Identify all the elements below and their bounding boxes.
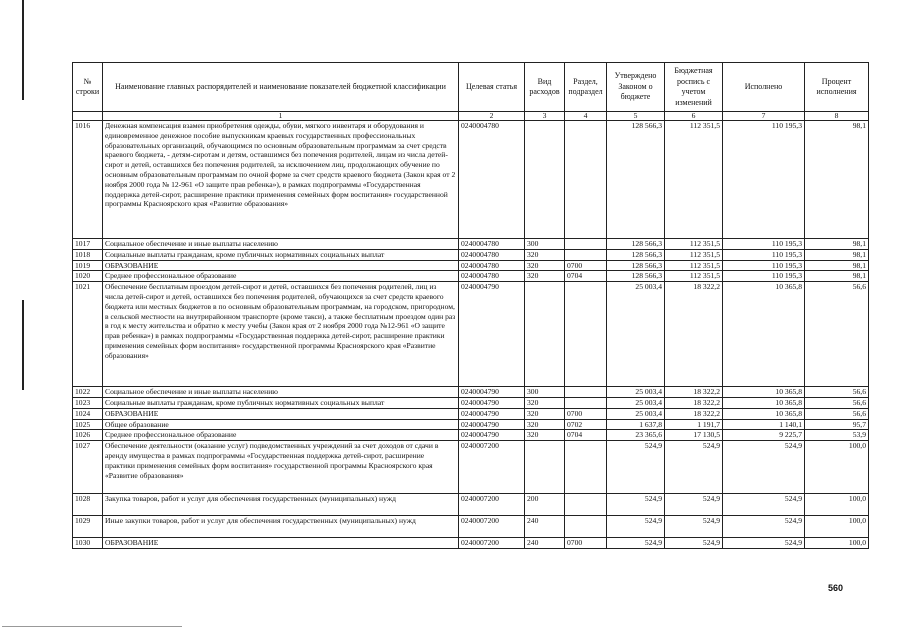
row-kind: 200 bbox=[525, 494, 565, 516]
row-approved: 128 566,3 bbox=[607, 121, 665, 239]
row-section bbox=[565, 516, 607, 538]
row-percent: 100,0 bbox=[805, 516, 869, 538]
row-schedule: 17 130,5 bbox=[665, 430, 723, 441]
row-percent: 56,6 bbox=[805, 387, 869, 398]
row-number: 1029 bbox=[73, 516, 103, 538]
row-schedule: 18 322,2 bbox=[665, 397, 723, 408]
row-number: 1021 bbox=[73, 282, 103, 387]
row-target: 0240004790 bbox=[459, 430, 525, 441]
row-number: 1026 bbox=[73, 430, 103, 441]
scan-margin-line bbox=[22, 300, 24, 390]
row-percent: 56,6 bbox=[805, 408, 869, 419]
row-percent: 100,0 bbox=[805, 494, 869, 516]
row-target: 0240007200 bbox=[459, 538, 525, 549]
column-number-row bbox=[73, 112, 869, 121]
row-percent: 56,6 bbox=[805, 397, 869, 408]
row-schedule: 524,9 bbox=[665, 538, 723, 549]
row-number: 1027 bbox=[73, 441, 103, 494]
col-number: 7 bbox=[723, 112, 805, 121]
table-row bbox=[73, 239, 869, 250]
table-row bbox=[73, 430, 869, 441]
row-executed: 110 195,3 bbox=[723, 121, 805, 239]
row-kind: 300 bbox=[525, 387, 565, 398]
row-section: 0704 bbox=[565, 430, 607, 441]
row-section bbox=[565, 397, 607, 408]
row-schedule: 524,9 bbox=[665, 516, 723, 538]
row-name: Обеспечение бесплатным проездом детей-сирот и детей, оставшихся без попечения родителей, лиц из числа детей-сирот и детей, оставшихся без попечения родителей, обучающихся за счет средств краевого бюджета или местных бюджетов в по основным образовательным программам, на городском, пригородном, в сельской местности на внутрирайонном транспорте (кроме такси), а также бесплатным проездом один раз в год к месту жительства и обратно к месту учебы (Закон края от 2 ноября 2000 года №12-961 «О защите прав ребенка») в рамках подпрограммы «Государственная поддержка детей-сирот, расширение практики применения семейных форм воспитания» государственной программы Красноярского края «Развитие образования» bbox=[103, 282, 459, 387]
row-kind: 320 bbox=[525, 419, 565, 430]
header-kind: Вид расходов bbox=[525, 63, 565, 112]
row-schedule: 18 322,2 bbox=[665, 408, 723, 419]
row-executed: 9 225,7 bbox=[723, 430, 805, 441]
row-schedule: 524,9 bbox=[665, 441, 723, 494]
row-executed: 524,9 bbox=[723, 441, 805, 494]
row-section bbox=[565, 121, 607, 239]
row-section bbox=[565, 387, 607, 398]
row-schedule: 112 351,5 bbox=[665, 271, 723, 282]
row-section: 0702 bbox=[565, 419, 607, 430]
row-name: ОБРАЗОВАНИЕ bbox=[103, 538, 459, 549]
table-row bbox=[73, 516, 869, 538]
row-kind bbox=[525, 441, 565, 494]
row-executed: 10 365,8 bbox=[723, 408, 805, 419]
row-approved: 23 365,6 bbox=[607, 430, 665, 441]
row-kind: 320 bbox=[525, 260, 565, 271]
row-schedule: 112 351,5 bbox=[665, 239, 723, 250]
scan-margin-line bbox=[22, 0, 24, 100]
table-row bbox=[73, 121, 869, 239]
row-schedule: 1 191,7 bbox=[665, 419, 723, 430]
row-number: 1028 bbox=[73, 494, 103, 516]
row-number: 1023 bbox=[73, 397, 103, 408]
row-kind: 320 bbox=[525, 249, 565, 260]
row-executed: 524,9 bbox=[723, 516, 805, 538]
row-section bbox=[565, 249, 607, 260]
row-approved: 1 637,8 bbox=[607, 419, 665, 430]
row-section: 0704 bbox=[565, 271, 607, 282]
row-number: 1019 bbox=[73, 260, 103, 271]
header-schedule: Бюджетная роспись с учетом изменений bbox=[665, 63, 723, 112]
row-target: 0240004790 bbox=[459, 397, 525, 408]
row-percent: 98,1 bbox=[805, 239, 869, 250]
row-approved: 128 566,3 bbox=[607, 271, 665, 282]
row-target: 0240004790 bbox=[459, 419, 525, 430]
table-row bbox=[73, 271, 869, 282]
row-executed: 524,9 bbox=[723, 538, 805, 549]
row-target: 0240004780 bbox=[459, 271, 525, 282]
row-approved: 524,9 bbox=[607, 538, 665, 549]
row-section: 0700 bbox=[565, 260, 607, 271]
header-row-no: № строки bbox=[73, 63, 103, 112]
row-percent: 98,1 bbox=[805, 260, 869, 271]
row-approved: 128 566,3 bbox=[607, 260, 665, 271]
row-number: 1024 bbox=[73, 408, 103, 419]
row-target: 0240004790 bbox=[459, 387, 525, 398]
row-approved: 25 003,4 bbox=[607, 282, 665, 387]
col-number: 2 bbox=[459, 112, 525, 121]
row-name: Социальные выплаты гражданам, кроме публичных нормативных социальных выплат bbox=[103, 397, 459, 408]
row-number: 1020 bbox=[73, 271, 103, 282]
row-kind: 300 bbox=[525, 239, 565, 250]
row-target: 0240004780 bbox=[459, 121, 525, 239]
table-row bbox=[73, 441, 869, 494]
header-name: Наименование главных распорядителей и наименование показателей бюджетной классификации bbox=[103, 63, 459, 112]
row-kind: 240 bbox=[525, 516, 565, 538]
row-executed: 110 195,3 bbox=[723, 239, 805, 250]
row-target: 0240004780 bbox=[459, 249, 525, 260]
row-name: Социальные выплаты гражданам, кроме публичных нормативных социальных выплат bbox=[103, 249, 459, 260]
header-approved: Утверждено Законом о бюджете bbox=[607, 63, 665, 112]
table-body bbox=[73, 121, 869, 549]
row-kind bbox=[525, 282, 565, 387]
row-executed: 10 365,8 bbox=[723, 387, 805, 398]
row-kind: 320 bbox=[525, 430, 565, 441]
col-number: 3 bbox=[525, 112, 565, 121]
row-name: ОБРАЗОВАНИЕ bbox=[103, 408, 459, 419]
row-percent: 100,0 bbox=[805, 441, 869, 494]
row-percent: 53,9 bbox=[805, 430, 869, 441]
row-name: ОБРАЗОВАНИЕ bbox=[103, 260, 459, 271]
row-number: 1018 bbox=[73, 249, 103, 260]
row-section bbox=[565, 494, 607, 516]
row-name: Обеспечение деятельности (оказание услуг) подведомственных учреждений за счет доходов от сдачи в аренду имущества в рамках подпрограммы «Государственная поддержка детей-сирот, расширение практики применения семейных форм воспитания» государственной программы Красноярского края «Развитие образования» bbox=[103, 441, 459, 494]
row-approved: 128 566,3 bbox=[607, 239, 665, 250]
page-number: 560 bbox=[828, 583, 844, 593]
table-row bbox=[73, 249, 869, 260]
row-percent: 100,0 bbox=[805, 538, 869, 549]
table-row bbox=[73, 397, 869, 408]
col-number: 5 bbox=[607, 112, 665, 121]
row-executed: 1 140,1 bbox=[723, 419, 805, 430]
row-target: 0240007200 bbox=[459, 494, 525, 516]
row-name: Закупка товаров, работ и услуг для обеспечения государственных (муниципальных) нужд bbox=[103, 494, 459, 516]
row-executed: 524,9 bbox=[723, 494, 805, 516]
row-approved: 25 003,4 bbox=[607, 397, 665, 408]
table-row bbox=[73, 282, 869, 387]
row-schedule: 524,9 bbox=[665, 494, 723, 516]
row-kind: 320 bbox=[525, 408, 565, 419]
row-number: 1030 bbox=[73, 538, 103, 549]
row-name: Среднее профессиональное образование bbox=[103, 271, 459, 282]
table-row bbox=[73, 419, 869, 430]
row-number: 1016 bbox=[73, 121, 103, 239]
row-schedule: 112 351,5 bbox=[665, 260, 723, 271]
row-executed: 110 195,3 bbox=[723, 260, 805, 271]
row-approved: 128 566,3 bbox=[607, 249, 665, 260]
row-number: 1022 bbox=[73, 387, 103, 398]
row-section: 0700 bbox=[565, 538, 607, 549]
row-section bbox=[565, 282, 607, 387]
header-section: Раздел, подраздел bbox=[565, 63, 607, 112]
budget-execution-table bbox=[72, 62, 869, 549]
row-executed: 110 195,3 bbox=[723, 271, 805, 282]
row-target: 0240004780 bbox=[459, 239, 525, 250]
row-approved: 25 003,4 bbox=[607, 387, 665, 398]
header-row bbox=[73, 63, 869, 112]
row-target: 0240004790 bbox=[459, 408, 525, 419]
row-section bbox=[565, 441, 607, 494]
row-approved: 25 003,4 bbox=[607, 408, 665, 419]
row-executed: 10 365,8 bbox=[723, 282, 805, 387]
scan-smudge bbox=[2, 626, 182, 627]
table-row bbox=[73, 538, 869, 549]
col-number: 6 bbox=[665, 112, 723, 121]
row-name: Среднее профессиональное образование bbox=[103, 430, 459, 441]
row-percent: 98,1 bbox=[805, 121, 869, 239]
row-approved: 524,9 bbox=[607, 494, 665, 516]
col-number: 8 bbox=[805, 112, 869, 121]
table-row bbox=[73, 408, 869, 419]
row-number: 1025 bbox=[73, 419, 103, 430]
row-kind bbox=[525, 121, 565, 239]
row-schedule: 18 322,2 bbox=[665, 387, 723, 398]
row-target: 0240004780 bbox=[459, 260, 525, 271]
row-section bbox=[565, 239, 607, 250]
row-schedule: 112 351,5 bbox=[665, 249, 723, 260]
row-percent: 95,7 bbox=[805, 419, 869, 430]
header-executed: Исполнено bbox=[723, 63, 805, 112]
row-executed: 110 195,3 bbox=[723, 249, 805, 260]
row-percent: 98,1 bbox=[805, 249, 869, 260]
row-schedule: 18 322,2 bbox=[665, 282, 723, 387]
row-approved: 524,9 bbox=[607, 441, 665, 494]
row-name: Социальное обеспечение и иные выплаты населению bbox=[103, 239, 459, 250]
row-name: Денежная компенсация взамен приобретения одежды, обуви, мягкого инвентаря и оборудования и единовременное денежное пособие выпускникам краевых государственных профессиональных образовательных организаций, обучающимся по основным образовательным программам за счет средств краевого бюджета, - детям-сиротам и детям, оставшимся без попечения родителей, лицам из числа детей-сирот и детей, оставшихся без попечения родителей, за исключением лиц, продолжающих обучение по основным образовательным программам по очной форме за счет средств краевого бюджета (Закон края от 2 ноября 2000 года № 12-961 «О защите прав ребенка»), в рамках подпрограммы «Государственная поддержка детей-сирот, расширение практики применения семейных форм воспитания» государственной программы Красноярского края «Развитие образования» bbox=[103, 121, 459, 239]
row-name: Общее образование bbox=[103, 419, 459, 430]
row-name: Иные закупки товаров, работ и услуг для обеспечения государственных (муниципальных) нужд bbox=[103, 516, 459, 538]
row-target: 0240007200 bbox=[459, 516, 525, 538]
table-row bbox=[73, 494, 869, 516]
row-kind: 320 bbox=[525, 397, 565, 408]
row-section: 0700 bbox=[565, 408, 607, 419]
row-name: Социальное обеспечение и иные выплаты населению bbox=[103, 387, 459, 398]
row-schedule: 112 351,5 bbox=[665, 121, 723, 239]
row-target: 0240004790 bbox=[459, 282, 525, 387]
header-percent: Процент исполнения bbox=[805, 63, 869, 112]
row-executed: 10 365,8 bbox=[723, 397, 805, 408]
col-number: 1 bbox=[103, 112, 459, 121]
row-target: 0240007200 bbox=[459, 441, 525, 494]
row-approved: 524,9 bbox=[607, 516, 665, 538]
row-kind: 320 bbox=[525, 271, 565, 282]
table-row bbox=[73, 260, 869, 271]
row-kind: 240 bbox=[525, 538, 565, 549]
row-percent: 56,6 bbox=[805, 282, 869, 387]
table-row bbox=[73, 387, 869, 398]
header-target: Целевая статья bbox=[459, 63, 525, 112]
row-number: 1017 bbox=[73, 239, 103, 250]
row-percent: 98,1 bbox=[805, 271, 869, 282]
col-number: 4 bbox=[565, 112, 607, 121]
col-number-empty bbox=[73, 112, 103, 121]
